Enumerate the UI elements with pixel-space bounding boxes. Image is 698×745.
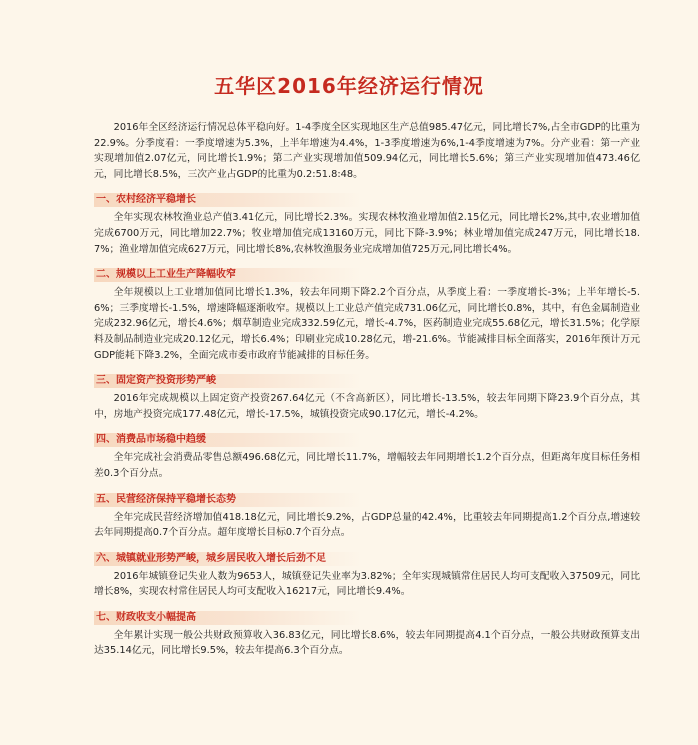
section-body: 全年完成民营经济增加值418.18亿元，同比增长9.2%，占GDP总量的42.4%，比重较去年同期提高1.2个百分点,增速较去年同期提高0.7个百分点。超年度增长目标0.7个百分点。 [94,511,640,539]
section-private-economy [94,493,640,541]
report-content [94,120,640,659]
intro-paragraph: 2016年全区经济运行情况总体平稳向好。1-4季度全区实现地区生产总值985.47亿元，同比增长7%,占全市GDP的比重为22.9%。分季度看：一季度增速为5.3%，上半年增速为4.4%，1-3季度增速为6%,1-4季度增速为7%。分产业看：第一产业实现增加值2.07亿元，同比增长1.9%；第二产业实现增加值509.94亿元，同比增长5.6%；第三产业实现增加值473.46亿元，同比增长8.5%，三次产业占GDP的比重为0.2:51.8:48。 [94,122,640,180]
section-body: 全年规模以上工业增加值同比增长1.3%，较去年同期下降2.2个百分点，从季度上看：一季度增长-3%；上半年增长-5.6%；三季度增长-1.5%，增速降幅逐渐收窄。规模以上工业总产值完成731.06亿元，同比增长0.8%，其中，有色金属制造业完成232.96亿元，增长4.6%；烟草制造业完成332.59亿元，增长-4.7%，医药制造业完成55.68亿元，增长31.5%；化学原料及制品制造业完成20.12亿元，增长6.4%；印刷业完成10.28亿元，增-21.6%。节能减排目标全面落实，2016年预计万元GDP能耗下降3.2%，全面完成市委市政府节能减排的目标任务。 [94,287,640,361]
section-heading: 五、民营经济保持平稳增长态势 [94,493,362,507]
section-industry [94,268,640,363]
section-employment-income [94,552,640,600]
section-heading: 六、城镇就业形势严峻，城乡居民收入增长后劲不足 [94,552,362,566]
section-heading: 二、规模以上工业生产降幅收窄 [94,268,362,282]
section-fixed-investment [94,374,640,422]
section-heading: 三、固定资产投资形势严峻 [94,374,362,388]
page-title: 五华区2016年经济运行情况 [214,74,484,98]
section-heading: 七、财政收支小幅提高 [94,611,362,625]
section-heading: 一、农村经济平稳增长 [94,193,362,207]
section-body: 2016年城镇登记失业人数为9653人，城镇登记失业率为3.82%；全年实现城镇常住居民人均可支配收入37509元，同比增长8%，实现农村常住居民人均可支配收入16217元，同比增长9.4%。 [94,570,640,598]
section-body: 全年累计实现一般公共财政预算收入36.83亿元，同比增长8.6%，较去年同期提高4.1个百分点，一般公共财政预算支出达35.14亿元，同比增长9.5%，较去年提高6.3个百分点。 [94,629,640,657]
section-body: 全年实现农林牧渔业总产值3.41亿元，同比增长2.3%。实现农林牧渔业增加值2.15亿元，同比增长2%,其中,农业增加值完成6700万元，同比增加22.7%；牧业增加值完成13160万元，同比下降-3.9%；林业增加值完成247万元，同比增长18.7%；渔业增加值完成627万元，同比增长8%,农林牧渔服务业完成增加值725万元,同比增长4%。 [94,212,640,255]
section-fiscal [94,611,640,659]
section-rural-economy [94,193,640,257]
section-body: 全年完成社会消费品零售总额496.68亿元，同比增长11.7%，增幅较去年同期增长1.2个百分点，但距离年度目标任务相差0.3个百分点。 [94,452,640,479]
section-consumer-market [94,433,640,481]
section-body: 2016年完成规模以上固定资产投资267.64亿元（不含高新区），同比增长-13.5%，较去年同期下降23.9个百分点，其中，房地产投资完成177.48亿元，增长-17.5%，城镇投资完成90.17亿元，增长-4.2%。 [94,393,640,420]
section-heading: 四、消费品市场稳中趋缓 [94,433,362,447]
